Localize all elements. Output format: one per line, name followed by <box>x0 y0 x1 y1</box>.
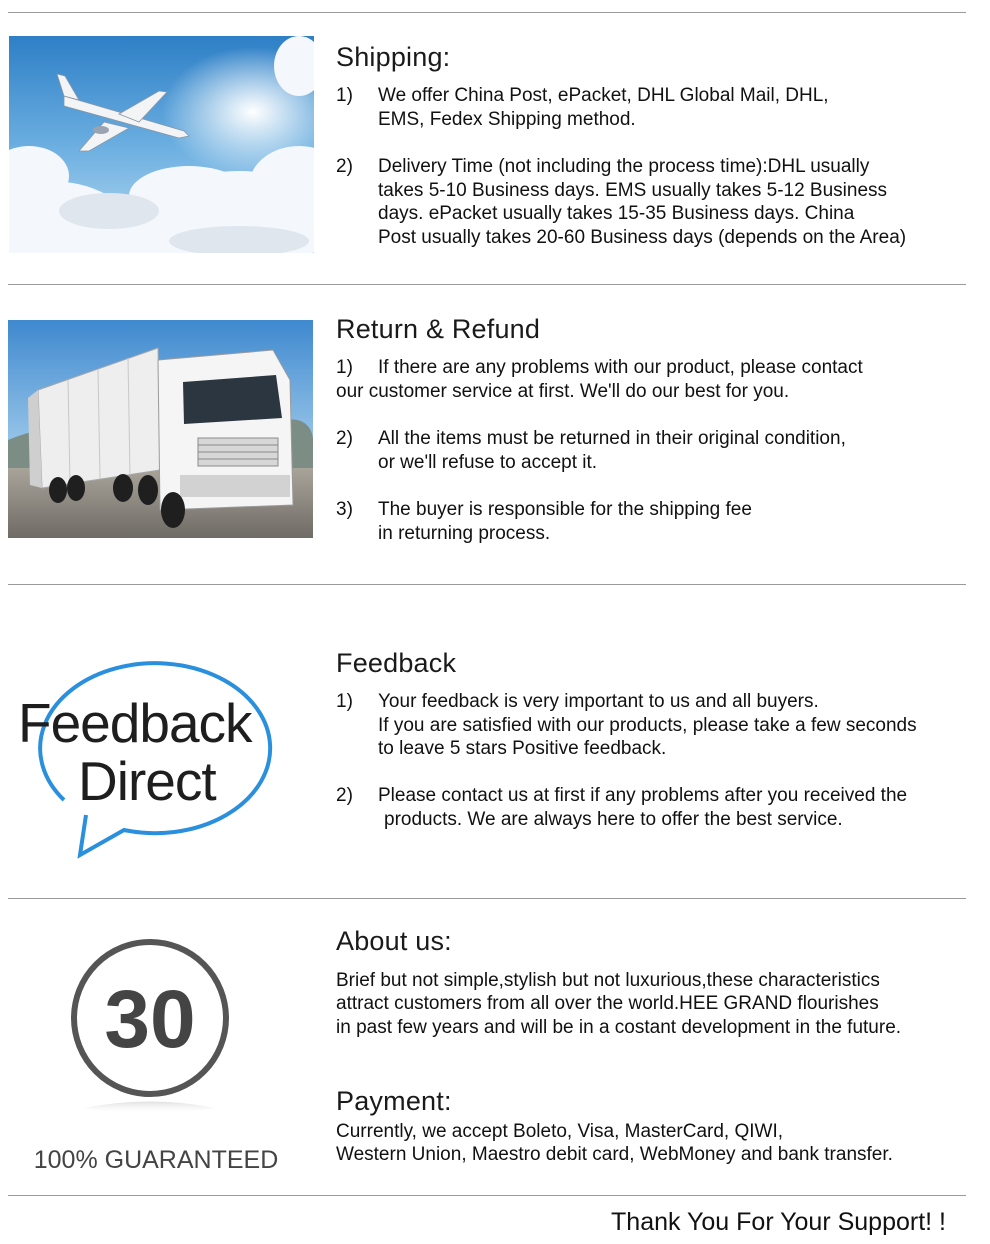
item-line: All the items must be returned in their original condition, <box>378 428 846 449</box>
guarantee-badge <box>14 930 304 1180</box>
item-line: Please contact us at first if any problems after you received the <box>378 785 908 806</box>
divider-top <box>8 12 966 13</box>
truck-image <box>8 320 313 538</box>
about-title: About us: <box>336 926 452 956</box>
item-number: 2) <box>336 428 353 449</box>
payment-title: Payment: <box>336 1086 452 1116</box>
divider-shipping <box>8 284 966 285</box>
item-number: 3) <box>336 499 353 520</box>
item-number: 1) <box>336 691 353 712</box>
item-line: Post usually takes 20-60 Business days (depends on the Area) <box>378 226 907 248</box>
logo-line-2: Direct <box>78 750 216 812</box>
item-line: or we'll refuse to accept it. <box>378 451 598 473</box>
item-line: Your feedback is very important to us and all buyers. <box>378 691 819 712</box>
about-line-2: attract customers from all over the world.HEE GRAND flourishes <box>336 993 879 1014</box>
divider-about <box>8 1195 966 1196</box>
item-line: takes 5-10 Business days. EMS usually takes 5-12 Business <box>378 179 888 201</box>
item-number: 1) <box>336 357 353 378</box>
return-refund-title: Return & Refund <box>336 314 541 344</box>
item-line: products. We are always here to offer the best service. <box>384 808 843 830</box>
feedback-title: Feedback <box>336 648 457 678</box>
item-line: EMS, Fedex Shipping method. <box>378 108 636 130</box>
airplane-image <box>9 36 314 253</box>
feedback-direct-logo <box>14 650 306 865</box>
item-line: to leave 5 stars Positive feedback. <box>378 738 667 759</box>
item-line: If there are any problems with our product, please contact <box>378 357 863 378</box>
payment-line-1: Currently, we accept Boleto, Visa, MasterCard, QIWI, <box>336 1121 784 1142</box>
about-line-3: in past few years and will be in a costant development in the future. <box>336 1017 902 1038</box>
item-line: Delivery Time (not including the process time):DHL usually <box>378 156 870 177</box>
divider-return <box>8 584 966 585</box>
item-line: The buyer is responsible for the shipping fee <box>378 499 752 520</box>
badge-caption: 100% GUARANTEED <box>33 1146 279 1174</box>
shipping-title: Shipping: <box>336 42 451 72</box>
badge-number: 30 <box>104 974 196 1065</box>
item-number: 2) <box>336 156 353 177</box>
thanks-message: Thank You For Your Support! ! <box>611 1208 946 1236</box>
about-line-1: Brief but not simple,stylish but not luxurious,these characteristics <box>336 970 880 991</box>
item-number: 2) <box>336 785 353 806</box>
payment-line-2: Western Union, Maestro debit card, WebMoney and bank transfer. <box>336 1144 893 1165</box>
item-line: If you are satisfied with our products, please take a few seconds <box>378 714 917 736</box>
logo-line-1: Feedback <box>18 692 252 754</box>
item-line: We offer China Post, ePacket, DHL Global Mail, DHL, <box>378 85 829 106</box>
item-line: days. ePacket usually takes 15-35 Business days. China <box>378 203 855 224</box>
item-line: in returning process. <box>378 522 551 544</box>
divider-feedback <box>8 898 966 899</box>
return-item-1-continuation: our customer service at first. We'll do our best for you. <box>336 381 790 402</box>
item-number: 1) <box>336 85 353 106</box>
